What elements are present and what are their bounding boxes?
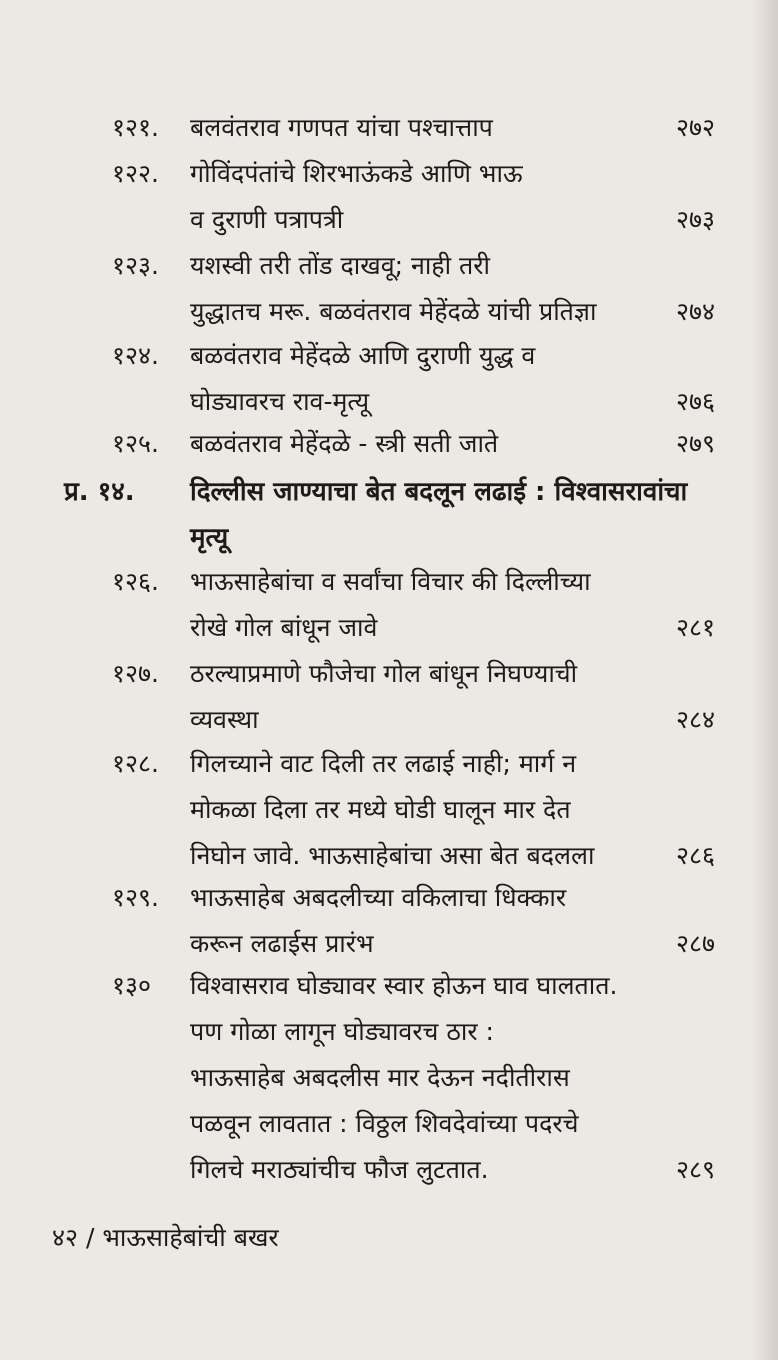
entry-title-line: गोविंदपंतांचे शिरभाऊंकडे आणि भाऊ (190, 159, 523, 188)
entry-title-line: विश्वासराव घोड्यावर स्वार होऊन घाव घालतात. (190, 971, 618, 1000)
entry-title-line: बळवंतराव मेहेंदळे आणि दुराणी युद्ध व (190, 341, 536, 370)
chapter-title-line: दिल्लीस जाण्याचा बेत बदलून लढाई : विश्वासरावांचा (190, 477, 688, 507)
page-edge-shadow (752, 0, 778, 1360)
entry-title-line: बलवंतराव गणपत यांचा पश्चात्ताप (190, 113, 493, 142)
entry-title-line: मोकळा दिला तर मध्ये घोडी घालून मार देत (190, 795, 571, 824)
entry-number: १२५. (112, 429, 159, 458)
entry-number: १२६. (112, 567, 159, 596)
entry-title-line: भाऊसाहेब अबदलीस मार देऊन नदीतीरास (190, 1063, 570, 1092)
entry-title-line: गिलचे मराठ्यांचीच फौज लुटतात. (190, 1155, 489, 1184)
entry-page-number: २७६ (676, 387, 716, 416)
entry-number: १२४. (112, 341, 159, 370)
entry-page-number: २७९ (676, 429, 716, 458)
entry-number: १२९. (112, 883, 159, 912)
entry-page-number: २७३ (676, 205, 716, 234)
entry-title-line: निघोन जावे. भाऊसाहेबांचा असा बेत बदलला (190, 841, 595, 870)
chapter-title-line: मृत्यू (190, 523, 229, 553)
entry-title-line: गिलच्याने वाट दिली तर लढाई नाही; मार्ग न (190, 749, 577, 778)
entry-title-line: करून लढाईस प्रारंभ (190, 929, 374, 958)
entry-page-number: २८९ (676, 1155, 716, 1184)
entry-number: १२३. (112, 251, 159, 280)
entry-page-number: २७४ (676, 297, 716, 326)
entry-title-line: रोखे गोल बांधून जावे (190, 613, 378, 642)
entry-title-line: बळवंतराव मेहेंदळे - स्त्री सती जाते (190, 429, 499, 458)
entry-title-line: पण गोळा लागून घोड्यावरच ठार : (190, 1017, 494, 1046)
entry-page-number: २८६ (676, 841, 716, 870)
chapter-label: प्र. १४. (64, 477, 135, 507)
entry-page-number: २८७ (676, 929, 716, 958)
entry-title-line: भाऊसाहेबांचा व सर्वांचा विचार की दिल्लीच्या (190, 567, 591, 596)
entry-title-line: ठरल्याप्रमाणे फौजेचा गोल बांधून निघण्याची (190, 659, 578, 688)
entry-page-number: २८१ (676, 613, 716, 642)
entry-title-line: पळवून लावतात : विठ्ठल शिवदेवांच्या पदरचे (190, 1109, 579, 1138)
entry-number: १३० (112, 971, 152, 1000)
entry-page-number: २८४ (676, 705, 716, 734)
entry-title-line: भाऊसाहेब अबदलीच्या वकिलाचा धिक्कार (190, 883, 567, 912)
page-footer: ४२ / भाऊसाहेबांची बखर (52, 1223, 279, 1252)
entry-title-line: यशस्वी तरी तोंड दाखवू; नाही तरी (190, 251, 490, 280)
entry-title-line: घोड्यावरच राव-मृत्यू (190, 387, 370, 416)
entry-number: १२२. (112, 159, 159, 188)
entry-number: १२१. (112, 113, 159, 142)
entry-page-number: २७२ (676, 113, 716, 142)
entry-title-line: युद्धातच मरू. बळवंतराव मेहेंदळे यांची प्रतिज्ञा (190, 297, 597, 326)
entry-number: १२८. (112, 749, 159, 778)
entry-title-line: व्यवस्था (190, 705, 259, 734)
entry-number: १२७. (112, 659, 159, 688)
entry-title-line: व दुराणी पत्रापत्री (190, 205, 344, 234)
